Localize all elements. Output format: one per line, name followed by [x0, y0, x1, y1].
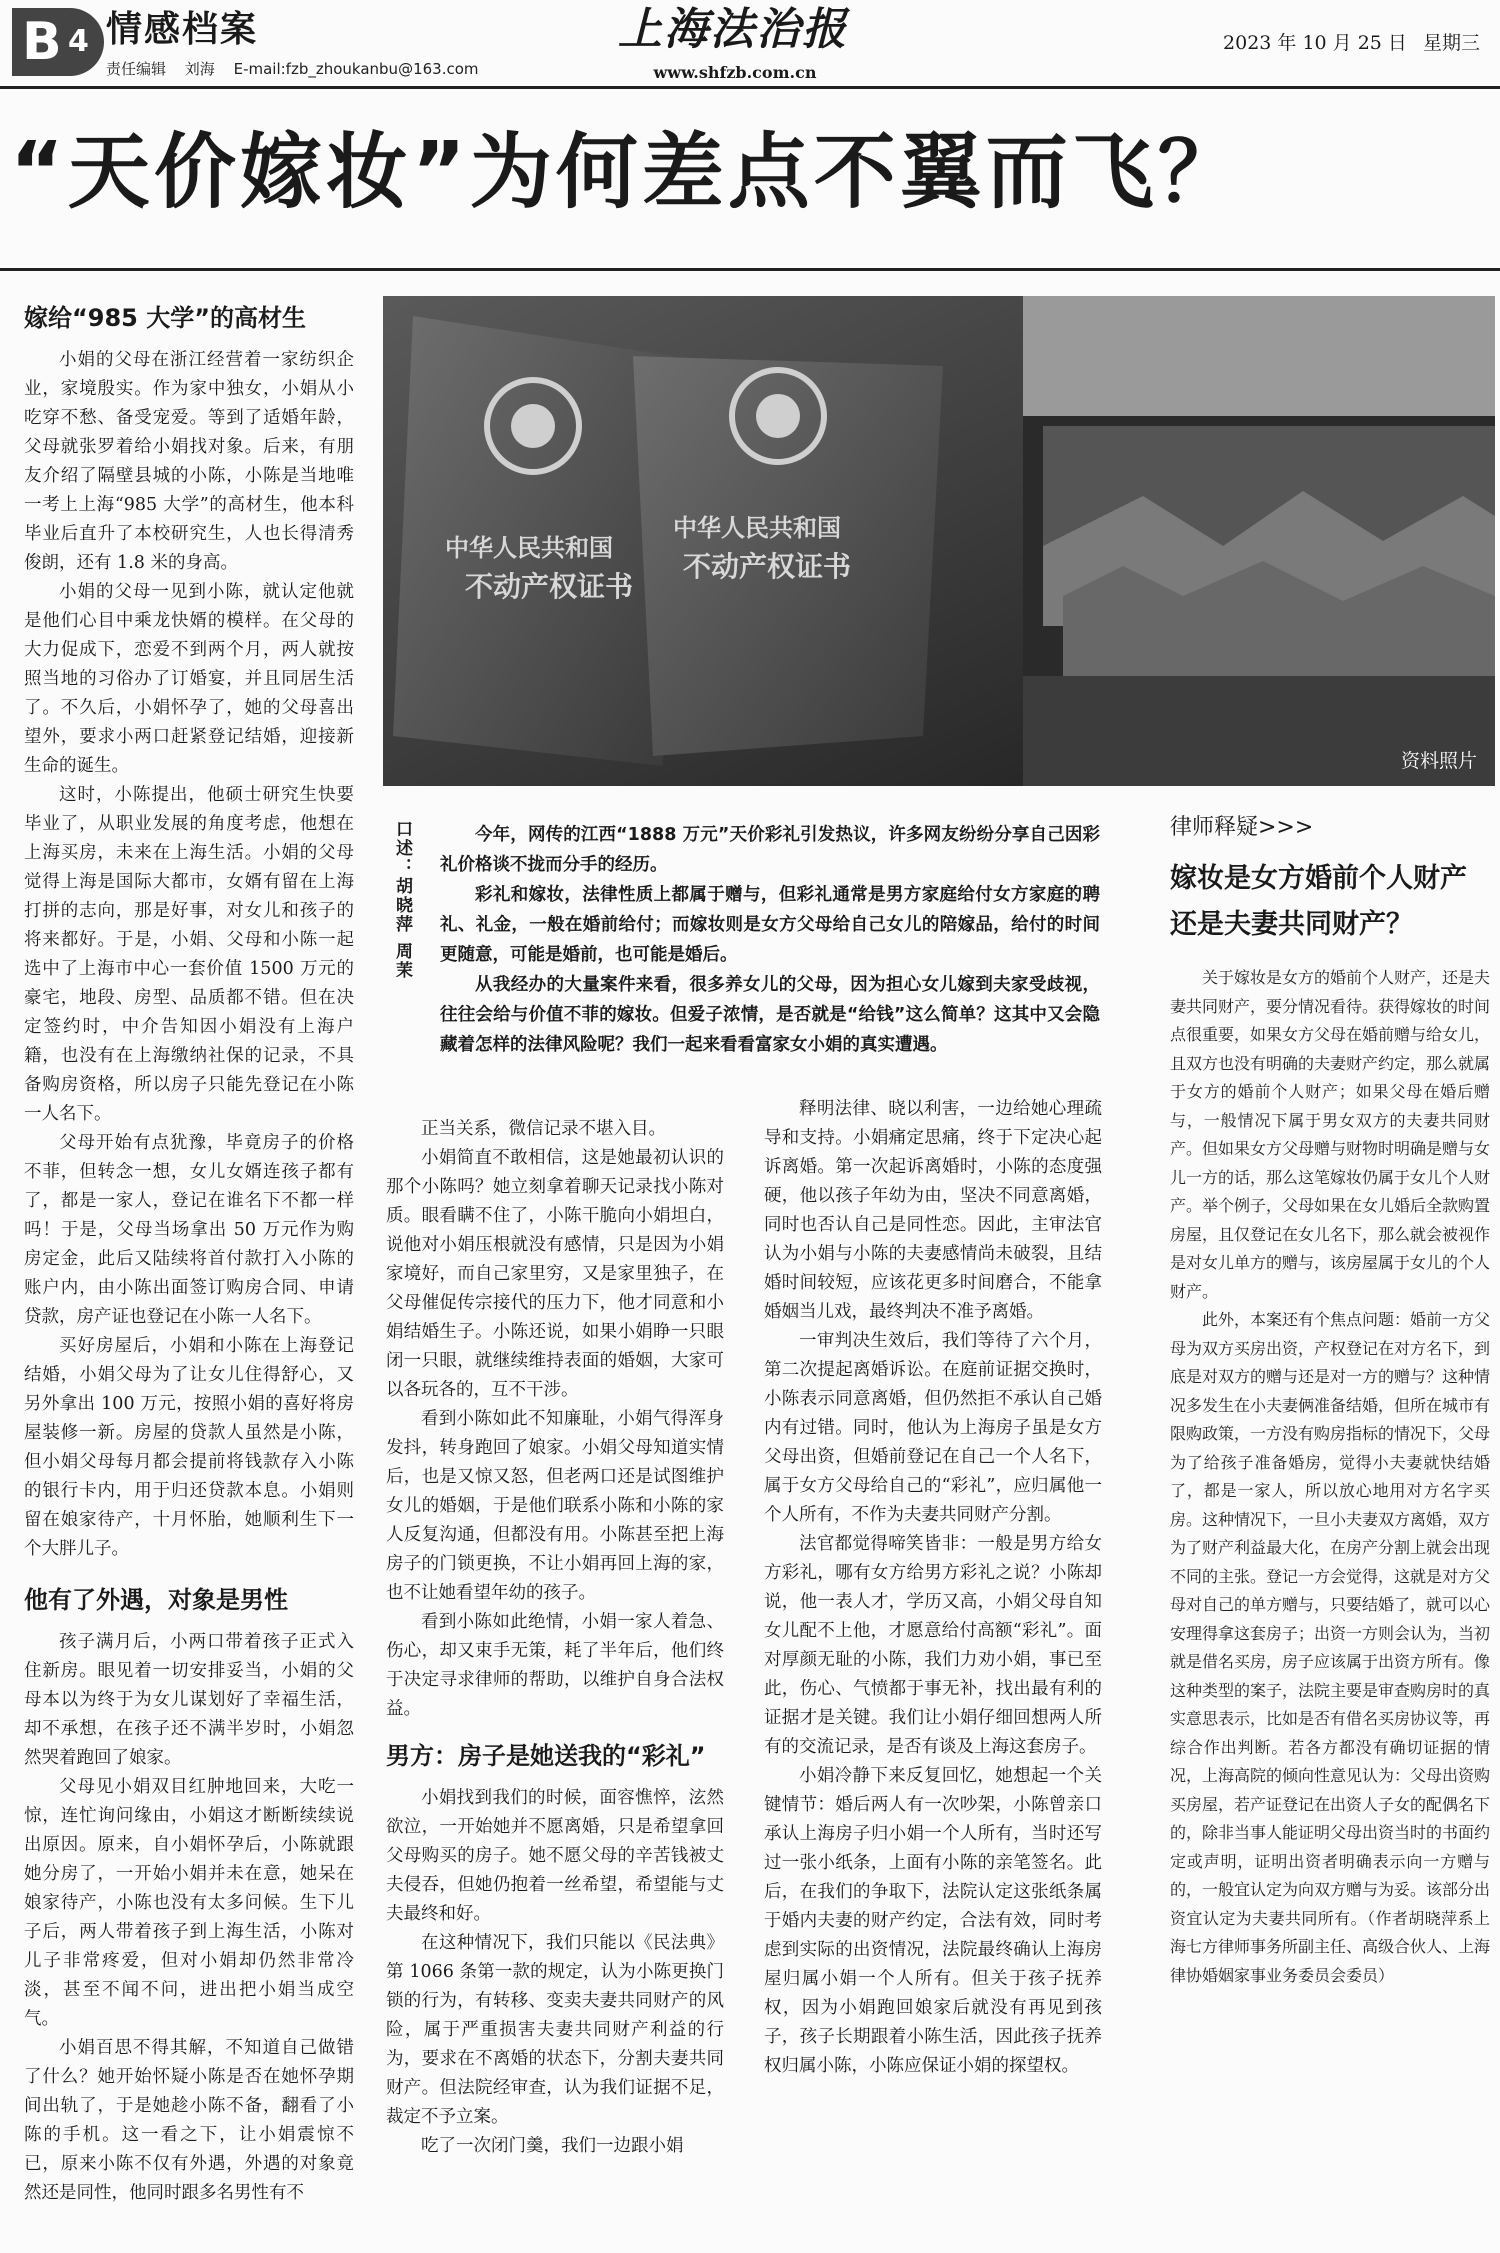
- paragraph: 小娟的父母一见到小陈，就认定他就是他们心目中乘龙快婿的模样。在父母的大力促成下，恋爱不到两个月，两人就按照当地的习俗办了订婚宴，并且同居生活了。不久后，小娟怀孕了，她的父母喜出望外，要求小两口赶紧登记结婚，迎接新生命的诞生。: [24, 582, 354, 776]
- editor-email: E-mail:fzb_zhoukanbu@163.com: [233, 60, 479, 78]
- lawyer-title-line2: 还是夫妻共同财产？: [1170, 909, 1413, 940]
- lawyer-paragraph: 关于嫁妆是女方的婚前个人财产，还是夫妻共同财产，要分情况看待。获得嫁妆的时间点很重要，如果女方父母在婚前赠与给女儿，且双方也没有明确的夫妻财产约定，那么就属于女方的婚前个人财产；如果父母在婚后赠与，一般情况下属于男女双方的夫妻共同财产。但如果女方父母赠与财物时明确是赠与女儿一方的话，那么这笔嫁妆仍属于女儿个人财产。举个例子，父母如果在女儿婚后全款购置房屋，且仅登记在女儿名下，那么就会被视作是对女儿单方的赠与，该房屋属于女儿的个人财产。: [1170, 968, 1490, 1301]
- article-intro: [440, 820, 1100, 1080]
- paragraph: 释明法律、晓以利害，一边给她心理疏导和支持。小娟痛定思痛，终于下定决心起诉离婚。第一次起诉离婚时，小陈的态度强硬，他以孩子年幼为由，坚决不同意离婚，同时也否认自己是同性恋。因此，主审法官认为小娟与小陈的夫妻感情尚未破裂，且结婚时间较短，应该花更多时间磨合，不能拿婚姻当儿戏，最终判决不准予离婚。: [764, 1099, 1102, 1322]
- paragraph: 小娟冷静下来反复回忆，她想起一个关键情节：婚后两人有一次吵架，小陈曾亲口承认上海房子归小娟一个人所有，当时还写过一张小纸条，上面有小陈的亲笔签名。此后，在我们的争取下，法院认定这张纸条属于婚内夫妻的财产约定，合法有效，同时考虑到实际的出资情况，法院最终确认上海房屋归属小娟一个人所有。但关于孩子抚养权，因为小娟跑回娘家后就没有再见到孩子，孩子长期跟着小陈生活，因此孩子抚养权归属小陈，小陈应保证小娟的探望权。: [764, 1766, 1102, 2076]
- paragraph: 法官都觉得啼笑皆非：一般是男方给女方彩礼，哪有女方给男方彩礼之说？小陈却说，他一表人才，学历又高，小娟父母自知女儿配不上他，才愿意给付高额“彩礼”。面对厚颜无耻的小陈，我们力劝小娟，事已至此，伤心、气愤都于事无补，找出最有利的证据才是关键。我们让小娟仔细回想两人所有的交流记录，是否有谈及上海这套房子。: [764, 1534, 1102, 1757]
- subhead-985: 嫁给“985 大学”的高材生: [24, 304, 306, 332]
- lawyer-title: [1170, 856, 1490, 948]
- paragraph: 小娟找到我们的时候，面容憔悴，泫然欲泣，一开始她并不愿离婚，只是希望拿回父母购买的房子。她不愿父母的辛苦钱被丈夫侵吞，但她仍抱着一丝希望，希望能与丈夫最终和好。: [386, 1788, 724, 1924]
- article-photo: [383, 296, 1495, 786]
- narrator-byline: 口述：胡晓萍 周茉: [392, 820, 412, 980]
- weekday-text: 星期三: [1422, 32, 1480, 54]
- headline-rule: [0, 268, 1500, 271]
- lawyer-title-line1: 嫁妆是女方婚前个人财产: [1170, 863, 1467, 894]
- intro-paragraph: 今年，网传的江西“1888 万元”天价彩礼引发热议，许多网友纷纷分享自己因彩礼价格谈不拢而分手的经历。: [440, 825, 1100, 875]
- paragraph: 买好房屋后，小娟和小陈在上海登记结婚，小娟父母为了让女儿住得舒心，又另外拿出 100 万元，按照小娟的喜好将房屋装修一新。房屋的贷款人虽然是小陈，但小娟父母每月都会提前将钱款存入小陈的银行卡内，用于归还贷款本息。小娟则留在娘家待产，十月怀胎，她顺利生下一个大胖儿子。: [24, 1336, 354, 1559]
- left-column: [24, 300, 354, 2245]
- certificate-text-1: 中华人民共和国: [445, 533, 613, 562]
- page-header: [0, 0, 1500, 92]
- right-text-column: [764, 1095, 1102, 2245]
- paragraph: 这时，小陈提出，他硕士研究生快要毕业了，从职业发展的角度考虑，他想在上海买房，未来在上海生活。小娟的父母觉得上海是国际大都市，女婿有留在上海打拼的志向，那是好事，对女儿和孩子的将来都好。于是，小娟、父母和小陈一起选中了上海市中心一套价值 1500 万元的豪宅，地段、房型、品质都不错。但在决定签约时，中介告知因小娟没有上海户籍，也没有在上海缴纳社保的记录，不具备购房资格，所以房子只能先登记在小陈一人名下。: [24, 785, 354, 1124]
- property-certificate-image: [383, 296, 1495, 786]
- certificate-text-2: 不动产权证书: [465, 570, 634, 603]
- article-headline: “天价嫁妆”为何差点不翼而飞？: [10, 125, 1244, 220]
- website-url: www.shfzb.com.cn: [653, 63, 817, 82]
- middle-column: [386, 1115, 724, 2245]
- date-text: 2023 年 10 月 25 日: [1223, 32, 1407, 54]
- newspaper-masthead: 上海法治报: [618, 4, 848, 55]
- lawyer-kicker: 律师释疑>>>: [1170, 815, 1314, 840]
- subhead-caili: 男方：房子是她送我的“彩礼”: [386, 1742, 706, 1770]
- editor-label: 责任编辑: [106, 60, 167, 78]
- subhead-affair: 他有了外遇，对象是男性: [24, 1586, 288, 1614]
- intro-paragraph: 彩礼和嫁妆，法律性质上都属于赠与，但彩礼通常是男方家庭给付女方家庭的聘礼、礼金，一般在婚前给付；而嫁妆则是女方父母给自己女儿的陪嫁品，给付的时间更随意，可能是婚前，也可能是婚后。: [440, 885, 1100, 965]
- editor-line: [106, 58, 493, 80]
- certificate-text-3: 中华人民共和国: [673, 513, 841, 542]
- paragraph: 孩子满月后，小两口带着孩子正式入住新房。眼见着一切安排妥当，小娟的父母本以为终于为女儿谋划好了幸福生活，却不承想，在孩子还不满半岁时，小娟忽然哭着跑回了娘家。: [24, 1632, 354, 1768]
- page-number-badge: [12, 8, 104, 76]
- lawyer-qa-column: [1170, 812, 1490, 2247]
- paragraph: 一审判决生效后，我们等待了六个月，第二次提起离婚诉讼。在庭前证据交换时，小陈表示同意离婚，但仍然拒不承认自己婚内有过错。同时，他认为上海房子虽是女方父母出资，但婚前登记在自己一个人名下，属于女方父母给自己的“彩礼”，应归属他一个人所有，不作为夫妻共同财产分割。: [764, 1331, 1102, 1525]
- paragraph: 吃了一次闭门羹，我们一边跟小娟: [421, 2136, 684, 2156]
- issue-date: [1213, 30, 1480, 56]
- page-letter: B: [22, 12, 62, 72]
- page-number: 4: [68, 24, 89, 59]
- paragraph: 小娟的父母在浙江经营着一家纺织企业，家境殷实。作为家中独女，小娟从小吃穿不愁、备受宠爱。等到了适婚年龄，父母就张罗着给小娟找对象。后来，有朋友介绍了隔壁县城的小陈，小陈是当地唯一考上上海“985 大学”的高材生，他本科毕业后直升了本校研究生，人也长得清秀俊朗，还有 1.8 米的身高。: [24, 350, 354, 573]
- section-title: 情感档案: [106, 9, 259, 50]
- paragraph: 小娟简直不敢相信，这是她最初认识的那个小陈吗？她立刻拿着聊天记录找小陈对质。眼看瞒不住了，小陈干脆向小娟坦白，说他对小娟压根就没有感情，只是因为小娟家境好，而自己家里穷，又是家里独子，在父母催促传宗接代的压力下，他才同意和小娟结婚生子。小陈还说，如果小娟睁一只眼闭一只眼，就继续维持表面的婚姻，大家可以各玩各的，互不干涉。: [386, 1148, 724, 1400]
- intro-paragraph: 从我经办的大量案件来看，很多养女儿的父母，因为担心女儿嫁到夫家受歧视，往往会给与价值不菲的嫁妆。但爱子浓情，是否就是“给钱”这么简单？这其中又会隐藏着怎样的法律风险呢？我们一起来看看富家女小娟的真实遭遇。: [440, 975, 1100, 1055]
- paragraph: 小娟百思不得其解，不知道自己做错了什么？她开始怀疑小陈是否在她怀孕期间出轨了，于是她趁小陈不备，翻看了小陈的手机。这一看之下，让小娟震惊不已，原来小陈不仅有外遇，外遇的对象竟然还是同性，他同时跟多名男性有不: [24, 2038, 354, 2203]
- paragraph: 在这种情况下，我们只能以《民法典》第 1066 条第一款的规定，认为小陈更换门锁的行为，有转移、变卖夫妻共同财产的风险，属于严重损害夫妻共同财产利益的行为，要求在不离婚的状态下，分割夫妻共同财产。但法院经审查，认为我们证据不足，裁定不予立案。: [386, 1933, 724, 2127]
- lawyer-paragraph: 此外，本案还有个焦点问题：婚前一方父母为双方买房出资，产权登记在对方名下，到底是对双方的赠与还是对一方的赠与？这种情况多发生在小夫妻俩准备结婚，但所在城市有限购政策，一方没有购房指标的情况下，父母为了给孩子准备婚房，觉得小夫妻就快结婚了，都是一家人，所以放心地用对方名字买房。这种情况下，一旦小夫妻双方离婚，双方为了财产利益最大化，在房产分割上就会出现不同的主张。登记一方会觉得，这就是对方父母对自己的单方赠与，只要结婚了，就可以心安理得拿这套房子；出资一方则会认为，当初就是借名买房，房子应该属于出资方所有。像这种类型的案子，法院主要是审查购房时的真实意思表示，比如是否有借名买房协议等，再综合作出判断。若各方都没有确切证据的情况，上海高院的倾向性意见认为：父母出资购买房屋，若产证登记在出资人子女的配偶名下的，除非当事人能证明父母出资当时的书面约定或声明，证明出资者明确表示向一方赠与的，一般宜认定为向双方赠与为妥。该部分出资宜认定为夫妻共同所有。（作者胡晓萍系上海七方律师事务所副主任、高级合伙人、上海律协婚姻家事业务委员会委员）: [1170, 1310, 1490, 1985]
- paragraph: 看到小陈如此不知廉耻，小娟气得浑身发抖，转身跑回了娘家。小娟父母知道实情后，也是又惊又怒，但老两口还是试图维护女儿的婚姻，于是他们联系小陈和小陈的家人反复沟通，但都没有用。小陈甚至把上海房子的门锁更换，不让小娟再回上海的家，也不让她看望年幼的孩子。: [386, 1409, 724, 1603]
- header-rule: [0, 86, 1500, 89]
- certificate-text-4: 不动产权证书: [683, 550, 852, 583]
- paragraph: 父母见小娟双目红肿地回来，大吃一惊，连忙询问缘由，小娟这才断断续续说出原因。原来，自小娟怀孕后，小陈就跟她分房了，一开始小娟并未在意，她呆在娘家待产，小陈也没有太多问候。生下儿子后，两人带着孩子到上海生活，小陈对儿子非常疼爱，但对小娟却仍然非常冷淡，甚至不闻不问，进出把小娟当成空气。: [24, 1777, 354, 2029]
- paragraph: 看到小陈如此绝情，小娟一家人着急、伤心，却又束手无策，耗了半年后，他们终于决定寻求律师的帮助，以维护自身合法权益。: [386, 1612, 724, 1719]
- photo-credit: 资料照片: [1400, 750, 1477, 772]
- editor-name: 刘海: [184, 60, 215, 78]
- paragraph: 正当关系，微信记录不堪入目。: [421, 1119, 666, 1139]
- paragraph: 父母开始有点犹豫，毕竟房子的价格不菲，但转念一想，女儿女婿连孩子都有了，都是一家人，登记在谁名下不都一样吗！于是，父母当场拿出 50 万元作为购房定金，此后又陆续将首付款打入小陈的账户内，由小陈出面签订购房合同、申请贷款，房产证也登记在小陈一人名下。: [24, 1133, 354, 1327]
